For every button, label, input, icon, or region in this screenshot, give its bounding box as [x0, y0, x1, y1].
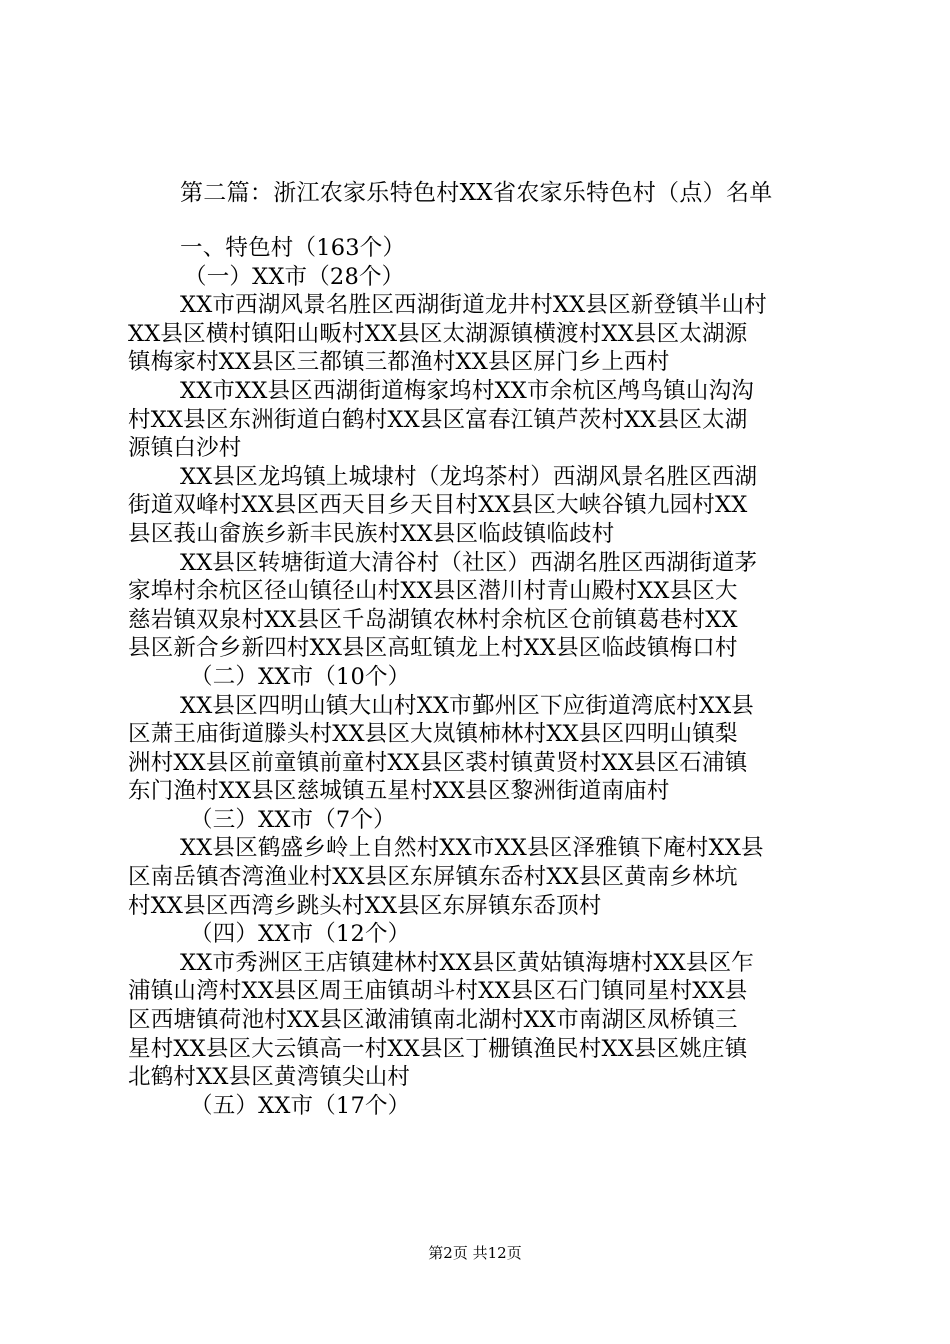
text-line: 镇梅家村XX县区三都镇三都渔村XX县区屏门乡上西村: [128, 349, 670, 376]
document-title: 第二篇：浙江农家乐特色村XX省农家乐特色村（点）名单: [180, 180, 773, 206]
text-line: 区西塘镇荷池村XX县区澉浦镇南北湖村XX市南湖区凤桥镇三: [128, 1007, 738, 1034]
text-line: XX县区四明山镇大山村XX市鄞州区下应街道湾底村XX县: [180, 692, 755, 719]
text-line: 家埠村余杭区径山镇径山村XX县区潜川村青山殿村XX县区大: [128, 578, 738, 605]
text-line: （五）XX市（17个）: [190, 1092, 411, 1119]
text-line: 区南岳镇杏湾渔业村XX县区东屏镇东岙村XX县区黄南乡林坑: [128, 864, 738, 891]
text-line: （二）XX市（10个）: [190, 663, 411, 690]
text-line: 北鹤村XX县区黄湾镇尖山村: [128, 1064, 411, 1091]
text-line: 洲村XX县区前童镇前童村XX县区裘村镇黄贤村XX县区石浦镇: [128, 749, 748, 776]
text-line: 村XX县区东洲街道白鹤村XX县区富春江镇芦茨村XX县区太湖: [128, 406, 748, 433]
text-line: 街道双峰村XX县区西天目乡天目村XX县区大峡谷镇九园村XX: [128, 492, 748, 519]
text-line: XX县区转塘街道大清谷村（社区）西湖名胜区西湖街道茅: [180, 549, 758, 576]
text-line: （三）XX市（7个）: [190, 806, 396, 833]
text-line: XX市西湖风景名胜区西湖街道龙井村XX县区新登镇半山村: [180, 292, 767, 319]
text-line: 区萧王庙街道滕头村XX县区大岚镇柿林村XX县区四明山镇梨: [128, 721, 738, 748]
document-body: [128, 234, 828, 1120]
text-line: XX县区龙坞镇上城埭村（龙坞茶村）西湖风景名胜区西湖: [180, 463, 758, 490]
text-line: 县区新合乡新四村XX县区高虹镇龙上村XX县区临歧镇梅口村: [128, 635, 738, 662]
text-line: 浦镇山湾村XX县区周王庙镇胡斗村XX县区石门镇同星村XX县: [128, 978, 748, 1005]
text-line: XX县区横村镇阳山畈村XX县区太湖源镇横渡村XX县区太湖源: [128, 320, 748, 347]
text-line: XX市秀洲区王店镇建林村XX县区黄姑镇海塘村XX县区乍: [180, 949, 755, 976]
text-line: 县区莪山畲族乡新丰民族村XX县区临歧镇临歧村: [128, 520, 615, 547]
text-line: （四）XX市（12个）: [190, 921, 411, 948]
page-footer: 第2页 共12页: [428, 1244, 522, 1262]
text-line: 东门渔村XX县区慈城镇五星村XX县区黎洲街道南庙村: [128, 778, 670, 805]
text-line: XX市XX县区西湖街道梅家坞村XX市余杭区鸬鸟镇山沟沟: [180, 377, 755, 404]
text-line: 村XX县区西湾乡跳头村XX县区东屏镇东岙顶村: [128, 892, 602, 919]
text-line: 星村XX县区大云镇高一村XX县区丁栅镇渔民村XX县区姚庄镇: [128, 1035, 748, 1062]
text-line: （一）XX市（28个）: [184, 263, 405, 290]
text-line: XX县区鹤盛乡岭上自然村XX市XX县区泽雅镇下庵村XX县: [180, 835, 764, 862]
text-line: 源镇白沙村: [128, 435, 242, 462]
text-line: 一、特色村（163个）: [180, 235, 406, 261]
text-line: 慈岩镇双泉村XX县区千岛湖镇农林村余杭区仓前镇葛巷村XX: [128, 606, 738, 633]
